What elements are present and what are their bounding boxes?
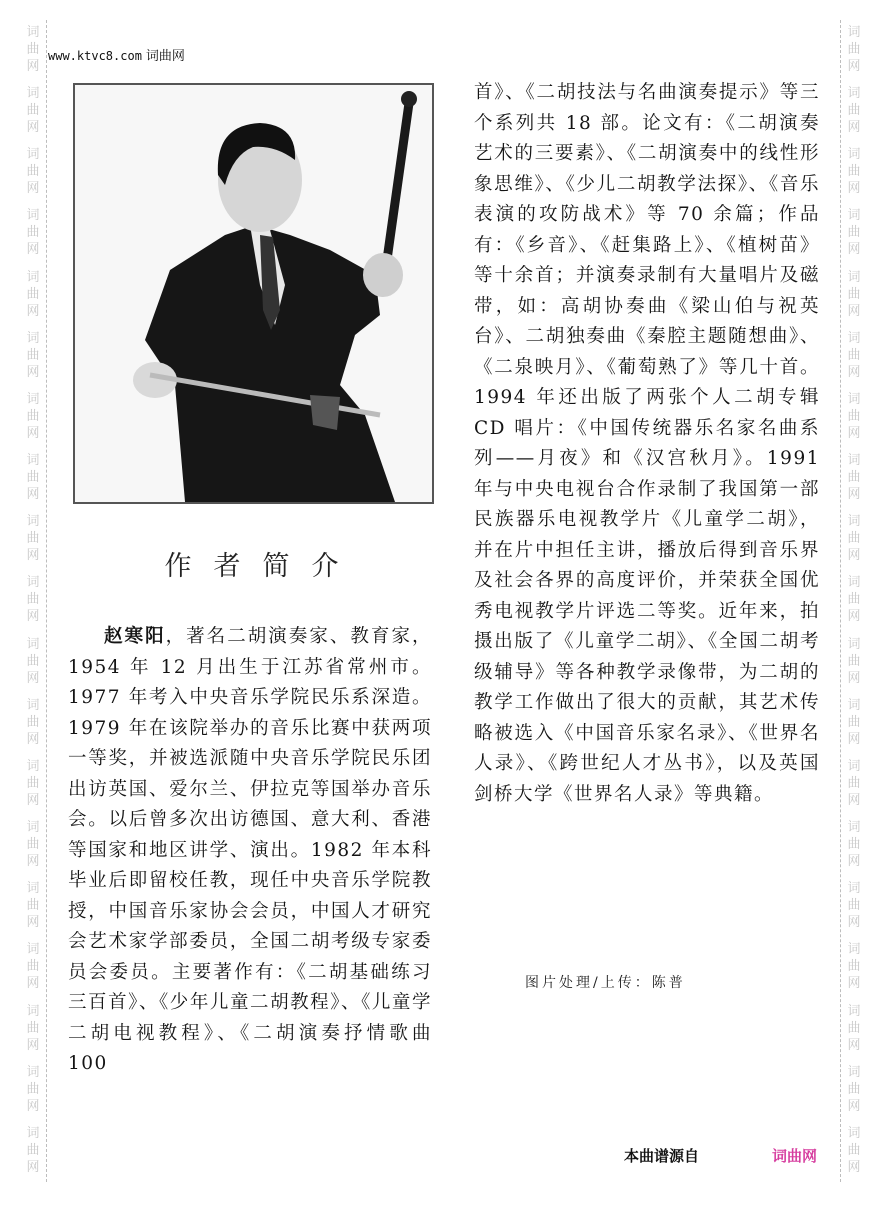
watermark-char: 曲 bbox=[26, 592, 40, 608]
watermark-char: 词 bbox=[26, 453, 40, 469]
watermark-char: 曲 bbox=[26, 653, 40, 669]
watermark-char: 网 bbox=[26, 915, 40, 931]
watermark-group bbox=[26, 937, 39, 998]
watermark-group bbox=[847, 937, 860, 998]
erhu-player-photo-icon bbox=[75, 85, 432, 502]
watermark-char: 曲 bbox=[26, 347, 40, 363]
watermark-char: 网 bbox=[847, 854, 861, 870]
watermark-char: 网 bbox=[26, 1037, 40, 1053]
watermark-char: 曲 bbox=[847, 408, 861, 424]
watermark-char: 曲 bbox=[847, 837, 861, 853]
watermark-char: 曲 bbox=[847, 714, 861, 730]
watermark-char: 曲 bbox=[26, 408, 40, 424]
watermark-char: 网 bbox=[26, 120, 40, 136]
watermark-group bbox=[847, 20, 860, 81]
watermark-char: 网 bbox=[26, 609, 40, 625]
watermark-char: 网 bbox=[847, 1098, 861, 1114]
watermark-group bbox=[847, 632, 860, 693]
watermark-char: 曲 bbox=[847, 959, 861, 975]
watermark-char: 词 bbox=[847, 1003, 861, 1019]
watermark-group bbox=[847, 754, 860, 815]
watermark-group bbox=[26, 81, 39, 142]
watermark-char: 词 bbox=[26, 514, 40, 530]
watermark-char: 词 bbox=[847, 575, 861, 591]
watermark-group bbox=[26, 570, 39, 631]
site-url[interactable]: www.ktvc8.com bbox=[48, 49, 142, 63]
watermark-char: 曲 bbox=[26, 531, 40, 547]
watermark-char: 词 bbox=[26, 820, 40, 836]
watermark-char: 网 bbox=[847, 364, 861, 380]
watermark-char: 网 bbox=[26, 792, 40, 808]
watermark-char: 词 bbox=[847, 25, 861, 40]
watermark-group bbox=[847, 1121, 860, 1182]
watermark-char: 词 bbox=[847, 86, 861, 102]
watermark-char: 网 bbox=[26, 242, 40, 258]
watermark-char: 词 bbox=[26, 147, 40, 163]
watermark-group bbox=[847, 815, 860, 876]
watermark-char: 词 bbox=[847, 1064, 861, 1080]
watermark-group bbox=[847, 326, 860, 387]
watermark-char: 词 bbox=[26, 208, 40, 224]
watermark-char: 网 bbox=[26, 1159, 40, 1175]
watermark-group bbox=[847, 693, 860, 754]
watermark-column-right bbox=[840, 20, 867, 1182]
watermark-char: 词 bbox=[26, 25, 40, 40]
watermark-group bbox=[847, 265, 860, 326]
watermark-char: 网 bbox=[847, 59, 861, 74]
watermark-char: 网 bbox=[26, 425, 40, 441]
watermark-group bbox=[847, 1060, 860, 1121]
watermark-char: 曲 bbox=[847, 470, 861, 486]
watermark-char: 曲 bbox=[26, 898, 40, 914]
watermark-char: 网 bbox=[26, 59, 40, 74]
watermark-char: 网 bbox=[26, 364, 40, 380]
bio-column-left bbox=[68, 622, 432, 1080]
watermark-group bbox=[847, 876, 860, 937]
watermark-char: 网 bbox=[847, 487, 861, 503]
watermark-char: 网 bbox=[26, 303, 40, 319]
watermark-char: 词 bbox=[26, 758, 40, 774]
watermark-char: 曲 bbox=[26, 959, 40, 975]
watermark-char: 网 bbox=[847, 1159, 861, 1175]
watermark-char: 曲 bbox=[847, 164, 861, 180]
watermark-group bbox=[847, 448, 860, 509]
watermark-char: 词 bbox=[847, 514, 861, 530]
watermark-char: 词 bbox=[26, 86, 40, 102]
watermark-char: 词 bbox=[26, 942, 40, 958]
watermark-char: 词 bbox=[847, 147, 861, 163]
author-photo bbox=[73, 83, 434, 504]
watermark-char: 网 bbox=[847, 670, 861, 686]
watermark-char: 网 bbox=[847, 792, 861, 808]
watermark-char: 词 bbox=[26, 697, 40, 713]
watermark-char: 网 bbox=[26, 670, 40, 686]
site-header bbox=[48, 45, 185, 64]
section-title: 作者简介 bbox=[164, 551, 361, 582]
watermark-char: 词 bbox=[26, 636, 40, 652]
watermark-char: 词 bbox=[847, 269, 861, 285]
watermark-char: 曲 bbox=[847, 42, 861, 57]
watermark-group bbox=[26, 203, 39, 264]
watermark-group bbox=[26, 1121, 39, 1182]
watermark-char: 词 bbox=[847, 391, 861, 407]
watermark-group bbox=[26, 632, 39, 693]
watermark-group bbox=[847, 81, 860, 142]
source-brand-link[interactable]: 词曲网 bbox=[772, 1147, 818, 1165]
watermark-char: 网 bbox=[26, 487, 40, 503]
watermark-char: 词 bbox=[26, 269, 40, 285]
watermark-char: 词 bbox=[847, 942, 861, 958]
watermark-group bbox=[26, 509, 39, 570]
watermark-group bbox=[847, 203, 860, 264]
watermark-char: 词 bbox=[26, 575, 40, 591]
watermark-group bbox=[26, 265, 39, 326]
site-name: 词曲网 bbox=[145, 49, 185, 64]
watermark-char: 词 bbox=[26, 1125, 40, 1141]
watermark-group bbox=[26, 448, 39, 509]
watermark-group bbox=[847, 509, 860, 570]
watermark-char: 曲 bbox=[26, 714, 40, 730]
watermark-char: 曲 bbox=[26, 225, 40, 241]
watermark-group bbox=[26, 815, 39, 876]
watermark-char: 网 bbox=[847, 731, 861, 747]
watermark-char: 曲 bbox=[847, 592, 861, 608]
watermark-char: 词 bbox=[847, 820, 861, 836]
watermark-char: 曲 bbox=[847, 531, 861, 547]
watermark-char: 曲 bbox=[26, 470, 40, 486]
watermark-char: 曲 bbox=[847, 1020, 861, 1036]
watermark-char: 词 bbox=[847, 1125, 861, 1141]
watermark-char: 曲 bbox=[26, 1081, 40, 1097]
watermark-char: 曲 bbox=[26, 1142, 40, 1158]
watermark-char: 曲 bbox=[26, 42, 40, 57]
bio-column-right: 首》、《二胡技法与名曲演奏提示》等三个系列共 18 部。论文有：《二胡演奏艺术的三要素》、《二胡演奏中的线性形象思维》、《少儿二胡教学法探》、《音乐表演的攻防战术》等 70 余篇；作品有：《乡音》、《赶集路上》、《植树苗》等十余首；并演奏录制有大量唱片及磁带，如：高胡协奏曲《梁山伯与祝英台》、二胡独奏曲《秦腔主题随想曲》、《二泉映月》、《葡萄熟了》等几十首。1994 年还出版了两张个人二胡专辑 CD 唱片：《中国传统器乐名家名曲系列——月夜》和《汉宫秋月》。1991 年与中央电视台合作录制了我国第一部民族器乐电视教学片《儿童学二胡》，并在片中担任主讲，播放后得到音乐界及社会各界的高度评价，并荣获全国优秀电视教学片评选二等奖。近年来，拍摄出版了《儿童学二胡》、《全国二胡考级辅导》等各种教学录像带，为二胡的教学工作做出了很大的贡献，其艺术传略被选入《中国音乐家名录》、《世界名人录》、《跨世纪人才丛书》，以及英国剑桥大学《世界名人录》等典籍。 bbox=[474, 82, 820, 805]
watermark-char: 曲 bbox=[26, 164, 40, 180]
watermark-group bbox=[26, 142, 39, 203]
image-credit: 图片处理/上传：陈普 bbox=[525, 975, 686, 991]
watermark-group bbox=[26, 326, 39, 387]
watermark-char: 网 bbox=[847, 120, 861, 136]
watermark-char: 词 bbox=[26, 330, 40, 346]
watermark-char: 词 bbox=[847, 697, 861, 713]
watermark-char: 曲 bbox=[847, 103, 861, 119]
watermark-group bbox=[26, 754, 39, 815]
watermark-char: 曲 bbox=[26, 103, 40, 119]
watermark-char: 词 bbox=[26, 881, 40, 897]
watermark-char: 曲 bbox=[847, 775, 861, 791]
watermark-char: 词 bbox=[847, 758, 861, 774]
watermark-char: 词 bbox=[847, 636, 861, 652]
watermark-char: 曲 bbox=[847, 1081, 861, 1097]
watermark-group bbox=[847, 387, 860, 448]
watermark-char: 词 bbox=[26, 391, 40, 407]
watermark-group bbox=[26, 387, 39, 448]
watermark-char: 词 bbox=[847, 208, 861, 224]
watermark-group bbox=[26, 999, 39, 1060]
watermark-char: 网 bbox=[26, 1098, 40, 1114]
watermark-char: 曲 bbox=[26, 775, 40, 791]
bio-text-left: ，著名二胡演奏家、教育家，1954 年 12 月出生于江苏省常州市。1977 年考入中央音乐学院民乐系深造。1979 年在该院举办的音乐比赛中获两项一等奖，并被选派随中央音乐学院民乐团出访英国、爱尔兰、伊拉克等国举办音乐会。以后曾多次出访德国、意大利、香港等国家和地区讲学、演出。1982 年本科毕业后即留校任教，现任中央音乐学院教授，中国音乐家协会会员，中国人才研究会艺术家学部委员，全国二胡考级专家委员会委员。主要著作有：《二胡基础练习三百首》、《少年儿童二胡教程》、《儿童学二胡电视教程》、《二胡演奏抒情歌曲 100 bbox=[68, 626, 432, 1074]
watermark-char: 网 bbox=[26, 854, 40, 870]
watermark-group bbox=[26, 1060, 39, 1121]
watermark-char: 曲 bbox=[847, 286, 861, 302]
watermark-char: 网 bbox=[847, 976, 861, 992]
watermark-char: 网 bbox=[26, 976, 40, 992]
watermark-char: 曲 bbox=[847, 1142, 861, 1158]
watermark-char: 曲 bbox=[26, 286, 40, 302]
watermark-group bbox=[847, 570, 860, 631]
watermark-char: 网 bbox=[847, 609, 861, 625]
author-name: 赵寒阳 bbox=[104, 626, 166, 647]
watermark-group bbox=[26, 20, 39, 81]
watermark-char: 网 bbox=[847, 1037, 861, 1053]
watermark-char: 网 bbox=[847, 425, 861, 441]
watermark-char: 词 bbox=[847, 330, 861, 346]
watermark-char: 网 bbox=[26, 731, 40, 747]
watermark-char: 网 bbox=[847, 303, 861, 319]
watermark-char: 曲 bbox=[847, 898, 861, 914]
watermark-group bbox=[26, 876, 39, 937]
watermark-char: 曲 bbox=[847, 225, 861, 241]
watermark-char: 网 bbox=[847, 548, 861, 564]
watermark-char: 网 bbox=[847, 181, 861, 197]
watermark-char: 词 bbox=[847, 881, 861, 897]
watermark-char: 曲 bbox=[26, 1020, 40, 1036]
watermark-char: 词 bbox=[26, 1003, 40, 1019]
watermark-char: 曲 bbox=[847, 653, 861, 669]
watermark-char: 网 bbox=[26, 181, 40, 197]
watermark-column-left bbox=[20, 20, 47, 1182]
watermark-char: 曲 bbox=[26, 837, 40, 853]
watermark-group bbox=[847, 999, 860, 1060]
watermark-group bbox=[847, 142, 860, 203]
watermark-char: 网 bbox=[847, 242, 861, 258]
watermark-char: 网 bbox=[847, 915, 861, 931]
watermark-char: 曲 bbox=[847, 347, 861, 363]
watermark-char: 词 bbox=[26, 1064, 40, 1080]
watermark-char: 词 bbox=[847, 453, 861, 469]
watermark-char: 网 bbox=[26, 548, 40, 564]
watermark-group bbox=[26, 693, 39, 754]
source-label: 本曲谱源自 bbox=[624, 1147, 700, 1165]
